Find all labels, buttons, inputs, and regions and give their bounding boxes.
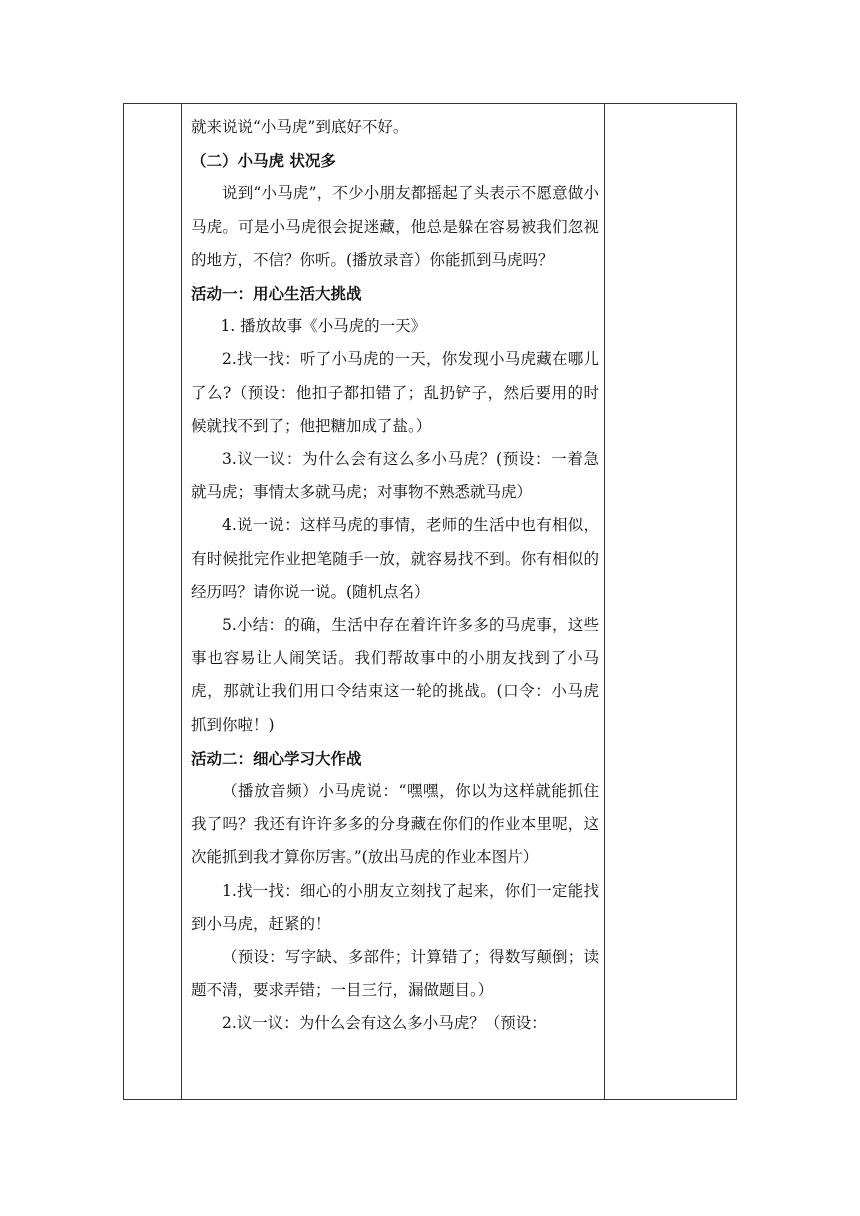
paragraph-body: 4.说一说：这样马虎的事情，老师的生活中也有相似，有时候批完作业把笔随手一放，就容易找不到。你有相似的经历吗？请你说一说。(随机点名） [191, 516, 599, 601]
table-column-divider-left [181, 104, 182, 1099]
activity-heading: 活动二：细心学习大作战 [191, 748, 362, 768]
paragraph-body: 2.找一找：听了小马虎的一天，你发现小马虎藏在哪儿了么?（预设：他扣子都扣错了；乱扔铲子，然后要用的时候就找不到了；他把糖加成了盐。） [191, 350, 599, 435]
activity-heading: 活动一：用心生活大挑战 [191, 284, 362, 304]
paragraph-intro: 就来说说“小马虎”到底好不好。 [191, 118, 409, 136]
paragraph-body: 2.议一议：为什么会有这么多小马虎？（预设： [222, 1014, 547, 1033]
paragraph-body: 1. 播放故事《小马虎的一天》 [220, 317, 427, 336]
table-column-divider-right [604, 104, 605, 1099]
paragraph-body: （预设：写字缺、多部件；计算错了；得数写颠倒；读题不清，要求弄错；一目三行，漏做题目。） [191, 948, 599, 1000]
paragraph-body: 1.找一找：细心的小朋友立刻找了起来，你们一定能找到小马虎，赶紧的！ [191, 881, 599, 933]
section-heading: （二）小马虎 状况多 [191, 151, 336, 171]
paragraph-body: 说到“小马虎”，不少小朋友都摇起了头表示不愿意做小马虎。可是小马虎很会捉迷藏，他总是躲在容易被我们忽视的地方，不信？你听。(播放录音）你能抓到马虎吗？ [191, 184, 599, 269]
paragraph-body: 5.小结：的确，生活中存在着许许多多的马虎事，这些事也容易让人闹笑话。我们帮故事中的小朋友找到了小马虎，那就让我们用口令结束这一轮的挑战。(口令：小马虎抓到你啦！) [191, 616, 599, 734]
lesson-content [191, 103, 599, 1041]
paragraph-body: 3.议一议：为什么会有这么多小马虎？(预设：一着急就马虎；事情太多就马虎；对事物不熟悉就马虎） [191, 450, 599, 502]
paragraph-body: （播放音频）小马虎说：“嘿嘿，你以为这样就能抓住我了吗？我还有许许多多的分身藏在你们的作业本里呢，这次能抓到我才算你厉害。”(放出马虎的作业本图片） [191, 782, 599, 867]
